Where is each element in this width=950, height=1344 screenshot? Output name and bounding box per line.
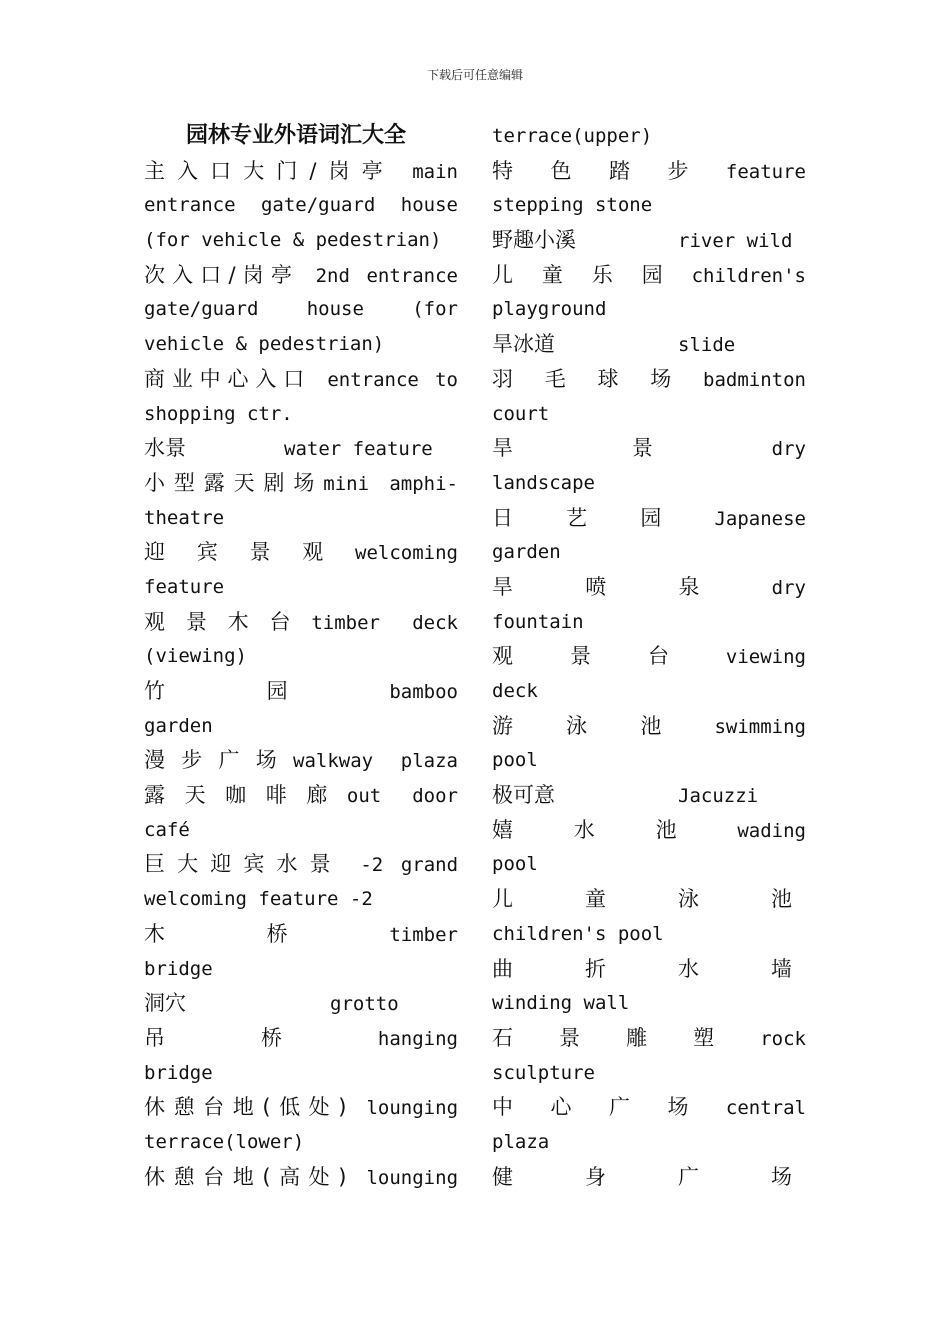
vocab-line: entrance gate/guard house [144, 194, 458, 217]
vocab-line: 竹园bamboo [144, 679, 458, 703]
vocab-line: winding wall [492, 992, 630, 1015]
vocab-line: (viewing) [144, 645, 247, 668]
vocab-line: 特色踏步feature [492, 158, 806, 183]
vocab-line: 儿童泳池 [492, 887, 864, 912]
vocab-line: welcoming feature -2 [144, 888, 373, 911]
vocab-line: 主入口大门/岗亭 main [144, 158, 458, 183]
vocab-line: 吊桥hanging [144, 1025, 458, 1050]
vocab-line: 儿童乐园children's [492, 262, 806, 287]
vocab-line: 木桥timber [144, 921, 458, 946]
vocab-line: garden [144, 714, 213, 737]
vocab-line: 游泳池swimming [492, 713, 806, 738]
vocab-line: 健身广场 [492, 1164, 864, 1189]
vocab-line: 野趣小溪 river wild [492, 228, 793, 253]
left-column [144, 119, 458, 1194]
vocab-line: 极可意 Jacuzzi [492, 783, 759, 808]
vocab-line: garden [492, 541, 561, 564]
vocab-line: deck [492, 680, 538, 702]
vocab-line: 嬉水池wading [492, 817, 806, 842]
vocab-line: plaza [492, 1130, 550, 1153]
vocab-line: pool [492, 749, 538, 772]
vocab-line: 旱喷泉dry [492, 574, 806, 599]
vocab-line: feature [144, 575, 225, 598]
vocab-line: pool [492, 853, 538, 876]
vocab-line: 次入口/岗亭 2nd entrance [144, 262, 458, 287]
vocab-line: 水景 water feature [144, 436, 433, 461]
vocab-line: landscape [492, 471, 595, 494]
vocab-line: 石景雕塑rock [492, 1025, 806, 1050]
vocab-line: 观景木台timber deck [144, 609, 458, 634]
page-header-note: 下载后可任意编辑 [426, 68, 523, 82]
vocab-line: 迎宾景观welcoming [144, 540, 458, 565]
vocab-line: 旱景dry [492, 436, 806, 461]
vocab-line: 日艺园Japanese [492, 505, 806, 530]
vocab-line: gate/guard house (for [144, 298, 458, 321]
vocab-line: 漫步广场walkway plaza [144, 748, 458, 773]
vocab-line: court [492, 402, 550, 425]
vocab-line: 露天咖啡廊out door [144, 783, 458, 808]
vocab-line: fountain [492, 610, 584, 633]
vocab-line: 曲折水墙 [492, 956, 864, 981]
vocab-line: (for vehicle & pedestrian) [144, 229, 442, 252]
vocab-line: 观景台viewing [492, 644, 806, 669]
vocab-line: theatre [144, 506, 225, 529]
vocab-line: 中心广场central [492, 1095, 806, 1120]
vocab-line: children's pool [492, 922, 664, 945]
vocab-line: stepping stone [492, 194, 653, 217]
document-title: 园林专业外语词汇大全 [186, 123, 407, 148]
vocab-line: café [144, 818, 190, 841]
vocab-line: 巨大迎宾水景 -2 grand [144, 852, 459, 877]
vocab-line: bridge [144, 1061, 213, 1084]
vocab-line: vehicle & pedestrian) [144, 333, 385, 356]
vocab-line: 小型露天剧场mini amphi- [144, 470, 458, 495]
vocab-line: bridge [144, 957, 213, 980]
right-column [492, 119, 864, 1194]
vocab-line: shopping ctr. [144, 402, 293, 425]
vocab-line: playground [492, 298, 607, 321]
vocab-line: 旱冰道 slide [492, 332, 736, 357]
vocab-line: sculpture [492, 1061, 595, 1084]
vocab-line: 休憩台地(高处) lounging [144, 1164, 459, 1189]
vocab-line: terrace(upper) [492, 125, 653, 147]
vocab-line: 洞穴 grotto [144, 991, 399, 1016]
vocab-line: 商业中心入口 entrance to [144, 366, 458, 391]
vocab-line: 羽毛球场badminton [492, 366, 806, 391]
vocab-line: terrace(lower) [144, 1130, 305, 1153]
vocab-line: 休憩台地(低处) lounging [144, 1095, 459, 1120]
